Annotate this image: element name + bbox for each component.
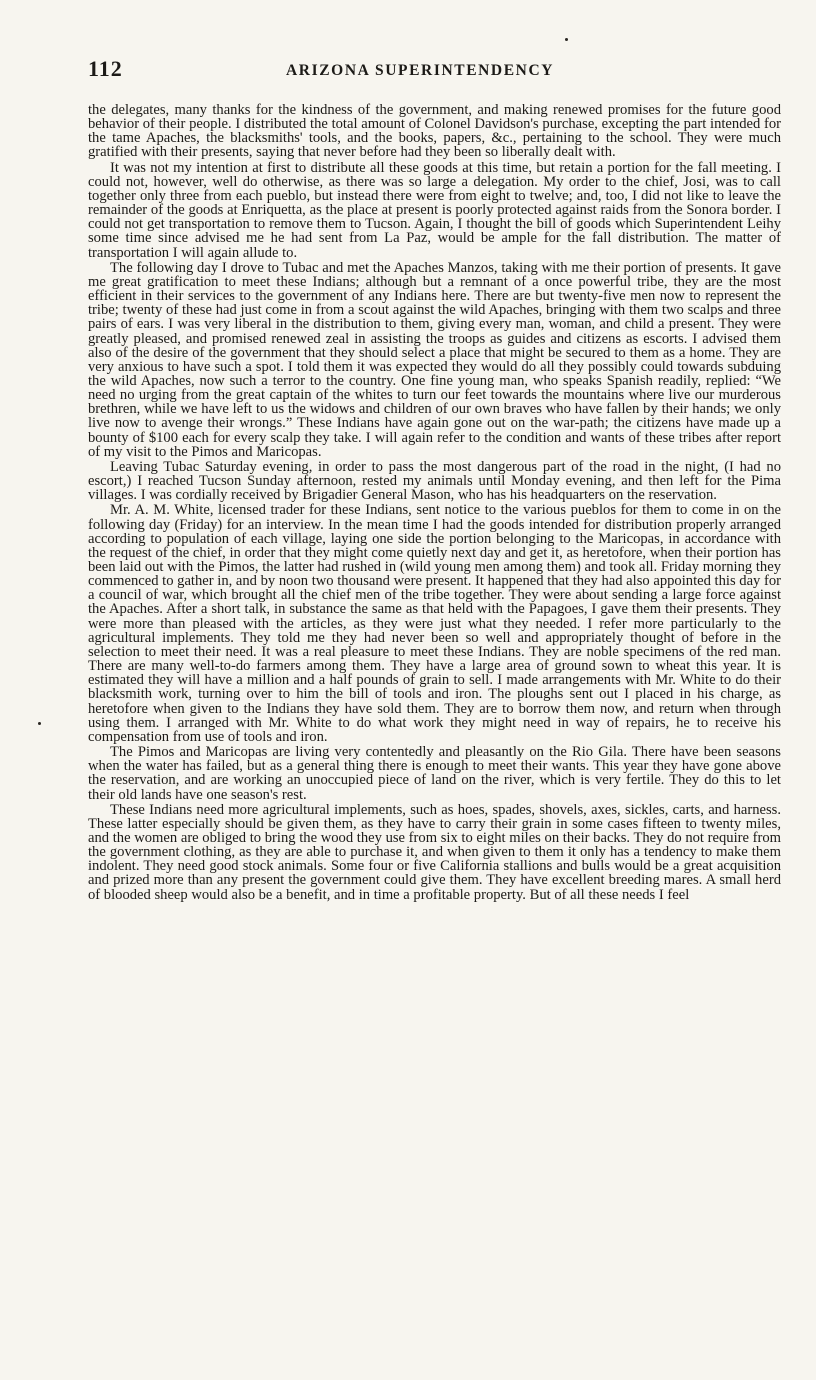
paragraph: the delegates, many thanks for the kindness of the government, and making renewed promises for the future good behavior of their people. I distributed the total amount of Colonel Davidson's purchase, excepting the part intended for the tame Apaches, the blacksmiths' tools, and the books, papers, &c., pertaining to the school. They were much gratified with their presents, saying that never before had they been so liberally dealt with.: [88, 102, 781, 161]
body-text: [88, 103, 781, 902]
paragraph: It was not my intention at first to distribute all these goods at this time, but retain a portion for the fall meeting. I could not, however, well do otherwise, as there was so large a delegation. My order to the chief, Josi, was to call together only three from each pueblo, but instead there were from eight to twelve; and, too, I did not like to leave the remainder of the goods at Enriquetta, as the place at present is poorly protected against raids from the Sonora border. I could not get transportation to remove them to Tucson. Again, I thought the bill of goods which Superintendent Leihy some time since advised me he had sent from La Paz, would be ample for the fall distribution. The matter of transportation I will again allude to.: [88, 159, 781, 261]
paragraph: Leaving Tubac Saturday evening, in order to pass the most dangerous part of the road in the night, (I had no escort,) I reached Tucson Sunday afternoon, rested my animals until Monday evening, and then left for the Pima villages. I was cordially received by Brigadier General Mason, who has his headquarters on the reservation.: [88, 458, 781, 504]
paper-speck: [565, 38, 568, 41]
page-number: 112: [88, 56, 123, 81]
page-title: ARIZONA SUPERINTENDENCY: [286, 62, 555, 79]
paper-speck: [38, 722, 41, 725]
paragraph: These Indians need more agricultural implements, such as hoes, spades, shovels, axes, sickles, carts, and harness. These latter especially should be given them, as they have to carry their grain in some cases fifteen to twenty miles, and the women are obliged to bring the wood they use from six to eight miles on their backs. They do not require from the government clothing, as they are able to purchase it, and when given to them it only has a tendency to make them indolent. They need good stock animals. Some four or five California stallions and bulls would be a great acquisition and prized more than any present the government could give them. They have excellent breeding mares. A small herd of blooded sheep would also be a benefit, and in time a profitable property. But of all these needs I feel: [88, 801, 781, 903]
running-header: [88, 56, 778, 86]
paragraph: The Pimos and Maricopas are living very contentedly and pleasantly on the Rio Gila. There have been seasons when the water has failed, but as a general thing there is enough to meet their wants. This year they have gone above the reservation, and are working an unoccupied piece of land on the river, which is very fertile. They do this to let their old lands have one season's rest.: [88, 744, 781, 803]
paragraph: The following day I drove to Tubac and met the Apaches Manzos, taking with me their portion of presents. It gave me great gratification to meet these Indians; although but a remnant of a once powerful tribe, they are the most efficient in their services to the government of any Indians here. There are but twenty-five men now to represent the tribe; twenty of these had just come in from a scout against the wild Apaches, bringing with them two scalps and three pairs of ears. I was very liberal in the distribution to them, giving every man, woman, and child a present. They were greatly pleased, and promised renewed zeal in assisting the troops as guides and citizens as escorts. I advised them also of the desire of the government that they should select a place that might be secured to them as a home. They are very anxious to have such a spot. I told them it was expected they would do all they possibly could towards subduing the wild Apaches, now such a terror to the country. One fine young man, who speaks Spanish readily, replied: “We need no urging from the great captain of the whites to turn our feet towards the mountains where live our murderous brethren, while we have left to us the widows and children of our own braves who have fallen by their hands; we only live now to avenge their wrongs.” These Indians have again gone out on the war-path; the citizens have made up a bounty of $100 each for every scalp they take. I will again refer to the condition and wants of these tribes after report of my visit to the Pimos and Maricopas.: [88, 259, 781, 460]
paragraph: Mr. A. M. White, licensed trader for these Indians, sent notice to the various pueblos for them to come in on the following day (Friday) for an interview. In the mean time I had the goods intended for distribution properly arranged according to population of each village, laying one side the portion belonging to the Maricopas, in accordance with the request of the chief, in order that they might come quietly next day and get it, as heretofore, when their portion has been laid out with the Pimos, the latter had rushed in (wild young men among them) and took all. Friday morning they commenced to gather in, and by noon two thousand were present. It happened that they had also appointed this day for a council of war, which brought all the chief men of the tribe together. They were about sending a large force against the Apaches. After a short talk, in substance the same as that held with the Papagoes, I gave them their presents. They were more than pleased with the articles, as they were just what they needed. I refer more particularly to the agricultural implements. They told me they had never been so well and appropriately thought of before in the selection to meet their need. It was a real pleasure to meet these Indians. They are noble specimens of the red man. There are many well-to-do farmers among them. They have a large area of ground sown to wheat this year. It is estimated they will have a million and a half pounds of grain to sell. I made arrangements with Mr. White to do their blacksmith work, turning over to him the bill of tools and iron. The ploughs sent out I placed in his charge, as heretofore when given to the Indians they have sold them. They are to borrow them now, and return when through using them. I arranged with Mr. White to do what work they might need in way of repairs, he to receive his compensation from use of tools and iron.: [88, 502, 782, 745]
